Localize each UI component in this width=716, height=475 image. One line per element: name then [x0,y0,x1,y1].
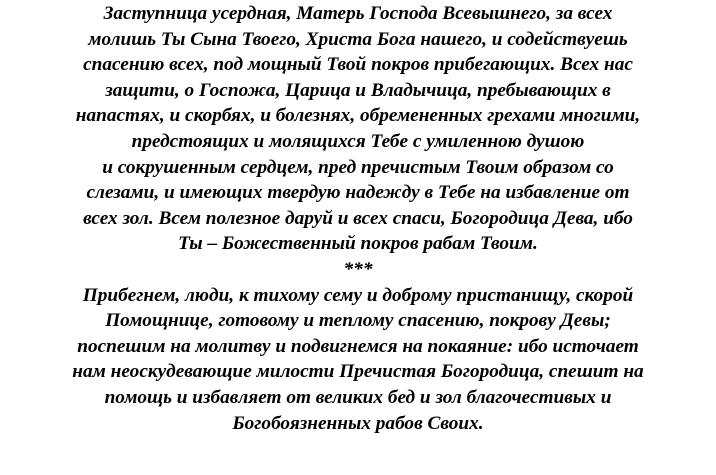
text-line: и сокрушенным сердцем, пред пречистым Твоим образом со [102,156,614,178]
text-line: спасению всех, под мощный Твой покров прибегающих. Всех нас [83,54,633,76]
prayer-first [0,1,716,257]
text-line: напастях, и скорбях, и болезнях, обремененных грехами многими, [75,105,641,127]
text-line: Заступница усердная, Матерь Господа Всевышнего, за всех [103,3,613,24]
text-line: Богобоязненных рабов Своих. [232,412,484,434]
text-line: Помощнице, готовому и теплому спасению, покрову Девы; [105,310,611,332]
text-line: помощь и избавляет от великих бед и зол благочестивых и [104,386,612,408]
text-line: молишь Ты Сына Твоего, Христа Бога нашего, и содействуешь [88,28,628,50]
section-separator: *** [343,258,373,280]
text-line: защити, о Госпожа, Царица и Владычица, пребывающих в [105,79,611,101]
text-line: нам неоскудевающие милости Пречистая Богородица, спешит на [72,361,644,383]
text-line: поспешим на молитву и подвигнемся на покаяние: ибо источает [77,335,639,357]
text-line: Ты – Божественный покров рабам Твоим. [178,233,538,255]
text-line: всех зол. Всем полезное даруй и всех спаси, Богородица Дева, ибо [83,207,633,229]
text-line: слезами, и имеющих твердую надежду в Тебе на избавление от [86,182,630,204]
prayer-second [0,283,716,437]
text-line: Прибегнем, люди, к тихому сему и доброму пристанищу, скорой [82,284,634,306]
text-line: предстоящих и молящихся Тебе с умиленною душою [131,130,585,152]
